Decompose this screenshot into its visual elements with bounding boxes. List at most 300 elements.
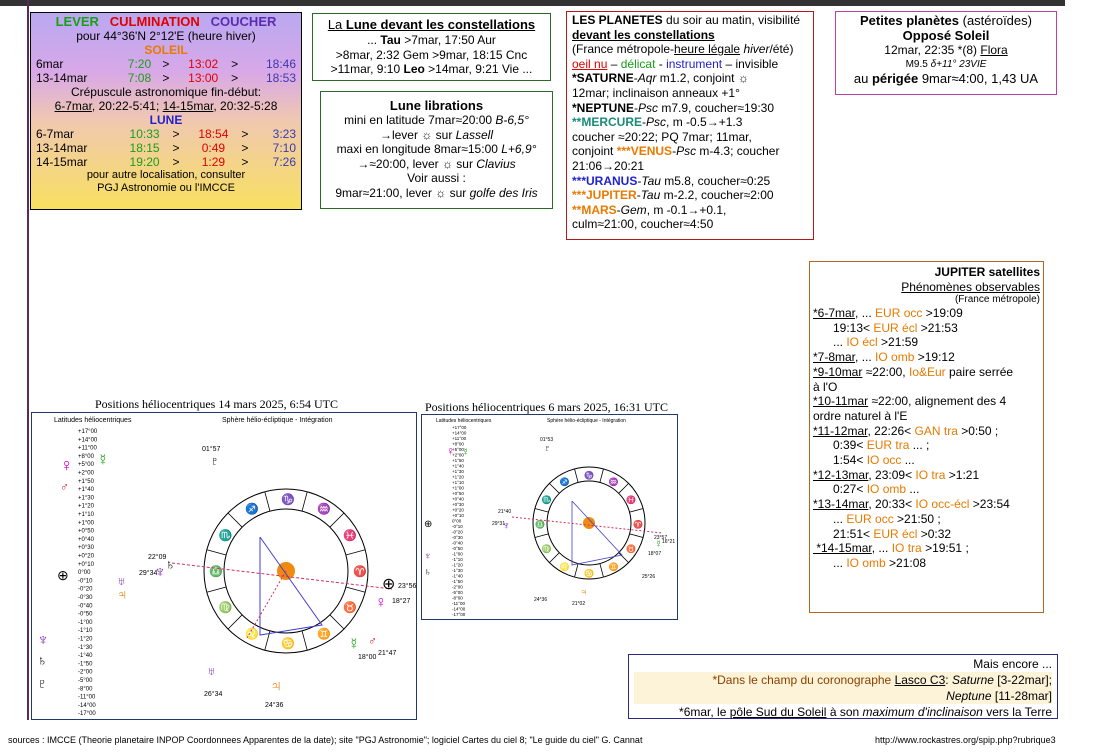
event-text: ordre naturel à l'E <box>813 408 908 423</box>
row-culm: 18:54 <box>198 127 229 141</box>
latitude-tick: -1°20 <box>452 562 463 568</box>
planetes-title <box>572 13 808 28</box>
libr-line <box>324 113 549 128</box>
event-text: 0:27< <box>813 482 867 497</box>
mars-symbol: ♂ <box>60 480 69 494</box>
zodiac-division-line <box>330 513 344 527</box>
asteroides-subtitle: Opposé Soleil <box>902 28 990 43</box>
event-text: >19:51 ; <box>921 541 969 556</box>
event-text: >0:50 ; <box>957 423 999 438</box>
text: m-2.2, coucher≈2:00 <box>660 188 774 203</box>
text: golfe des Iris <box>469 185 538 200</box>
row-culm: 1:29 <box>201 155 226 169</box>
text: Tau <box>380 33 401 47</box>
title-part: La <box>327 17 346 32</box>
latitude-tick: -2°00 <box>452 584 463 590</box>
pluto-symbol: ♇ <box>37 675 48 691</box>
text: - <box>655 56 667 71</box>
row-date: 13-14mar <box>36 141 88 155</box>
ephemeris-box <box>30 12 302 210</box>
event-text: *6-7mar <box>813 306 856 320</box>
text: - <box>672 144 677 159</box>
event-text: *10-11mar <box>813 394 869 409</box>
latitude-tick: +0°50 <box>452 491 464 496</box>
pluto-ring-symbol: ♇ <box>210 454 219 468</box>
jupiter-event-line <box>813 482 1040 497</box>
position-label: 23°56 <box>398 583 417 590</box>
saturn-ring-symbol: ♄ <box>165 556 176 572</box>
zodiac-division-line <box>346 550 365 555</box>
mercury-ring-symbol: ☿ <box>655 539 663 550</box>
event-text: , 20:33< <box>868 497 916 512</box>
event-text: ... <box>813 511 847 526</box>
sphere-title: Sphère hélio-écliptique - Intégration <box>547 418 626 424</box>
zodiac-sign-icon: ♉ <box>626 544 637 554</box>
zodiac-division-line <box>265 492 270 511</box>
text: →lever ☼ sur <box>379 127 456 142</box>
jupiter-event-line <box>813 335 1040 350</box>
zodiac-sign-icon: ♒ <box>317 503 331 516</box>
latitude-tick: +1°40 <box>452 463 464 469</box>
zodiac-division-line <box>575 469 579 483</box>
position-label: 01°57 <box>202 446 221 453</box>
latitude-tick: -0°20 <box>452 529 463 535</box>
text: (France métropole- <box>572 42 675 57</box>
ephem-footer-1: pour autre localisation, consulter <box>86 169 246 181</box>
event-text: GAN tra <box>914 423 958 438</box>
latitude-tick: -8°00 <box>452 595 463 601</box>
top-bar <box>0 0 1065 6</box>
text: Saturne <box>951 673 994 687</box>
latitude-tick: -1°00 <box>78 619 93 626</box>
jupiter-title: JUPITER satellites <box>934 265 1040 279</box>
event-text: EUR tra <box>866 438 910 453</box>
text: ***URANUS <box>572 173 638 188</box>
text: m-4.3; coucher <box>696 144 780 159</box>
libr-line <box>324 142 549 157</box>
zodiac-division-line <box>207 550 226 555</box>
asteroides-title <box>840 13 1052 28</box>
event-text: ... <box>813 555 847 570</box>
event-text: IO tra <box>891 541 922 556</box>
latitude-tick: -1°50 <box>452 579 463 584</box>
text: M9.5 <box>905 58 931 70</box>
latitude-tick: +1°50 <box>452 458 464 463</box>
arrow: > <box>241 127 249 141</box>
librations-box <box>320 91 553 209</box>
jupiter-symbol: ♃ <box>117 586 128 602</box>
event-text: ≈22:00, <box>862 364 909 379</box>
pole-sud-line <box>634 704 1052 720</box>
planetes-legend <box>572 57 808 72</box>
zodiac-division-line <box>619 483 629 493</box>
venus-line <box>572 144 808 159</box>
location: pour 44°36'N 2°12'E (heure hiver) <box>76 29 256 43</box>
event-text: , ... <box>871 541 892 556</box>
latitude-tick: +0°20 <box>452 507 464 513</box>
mars-line-2: culm≈21:00, coucher≈4:50 <box>572 217 714 232</box>
jupiter-ring-symbol: ♃ <box>270 678 282 695</box>
zodiac-division-line <box>535 534 549 538</box>
latitude-tick: -1°40 <box>78 653 93 660</box>
latitude-tick: +2°00 <box>452 452 464 458</box>
latitude-tick: +17°00 <box>78 429 98 435</box>
jupiter-event-line <box>813 424 1040 439</box>
text: heure légale <box>674 42 741 57</box>
latitude-tick: +1°00 <box>78 520 94 527</box>
latitude-tick: -11°00 <box>78 694 96 701</box>
event-text: >23:54 <box>969 497 1010 512</box>
latitude-tick: +8°00 <box>78 453 94 460</box>
arrow: > <box>162 57 170 71</box>
latitude-tick: -0°30 <box>452 535 463 540</box>
latitude-tick: -17°00 <box>78 711 96 718</box>
crep-date: 6-7mar <box>54 99 92 113</box>
zodiac-sign-icon: ♑ <box>281 494 295 506</box>
text: au <box>853 71 872 86</box>
text: mini en latitude 7mar≈20:00 <box>344 113 496 127</box>
event-text: >19:12 <box>914 350 955 365</box>
sphere-title: Sphère hélio-écliptique - Intégration <box>222 417 333 424</box>
text: - <box>637 173 642 188</box>
latitude-tick: +1°20 <box>78 503 94 510</box>
libr-line <box>324 157 549 172</box>
position-label: 23°57 <box>654 535 668 541</box>
latitude-tick: +0°10 <box>452 513 464 518</box>
crep-value: , 20:32-5:28 <box>213 99 278 113</box>
latitude-tick: -1°50 <box>78 661 93 668</box>
pluto-ring-symbol: ♇ <box>544 443 551 453</box>
text: m5.8, coucher≈0:25 <box>660 173 771 188</box>
text: Aqr <box>637 71 657 86</box>
text: 9mar≈21:00, lever ☼ sur <box>335 185 470 200</box>
zodiac-sign-icon: ♑ <box>584 471 594 480</box>
text: *6mar, le <box>679 705 730 719</box>
text: – invisible <box>722 56 779 71</box>
zodiac-sign-icon: ♉ <box>343 602 358 614</box>
event-text: EUR écl <box>873 320 918 335</box>
event-text: , ... <box>855 306 876 320</box>
event-text: ... ; <box>909 438 930 453</box>
footer-url[interactable]: http://www.rockastres.org/spip.php?rubrique3 <box>875 735 1056 745</box>
latitude-tick: -14°00 <box>78 702 96 709</box>
row-culm: 13:00 <box>188 71 219 85</box>
text: du soir au matin, visibilité <box>662 13 801 27</box>
text: **MARS <box>572 202 617 217</box>
text: m7.9, coucher≈19:30 <box>658 100 775 115</box>
row-couch: 3:23 <box>272 127 296 141</box>
lune-const-line-1 <box>317 33 546 48</box>
position-label: 25°26 <box>642 574 656 580</box>
latitude-tick: +1°20 <box>452 474 464 480</box>
arrow: > <box>241 155 249 169</box>
latitude-tick: +0°30 <box>452 502 464 507</box>
jupiter-event-line <box>813 512 1040 527</box>
helio-6-chart <box>421 414 678 620</box>
event-text: EUR écl <box>873 526 918 541</box>
table-row <box>34 155 298 169</box>
zodiac-sign-icon: ♍ <box>218 602 233 614</box>
latitude-tick: -0°10 <box>452 524 463 529</box>
text: Psc <box>646 115 667 130</box>
lasco-line <box>634 672 1052 688</box>
position-label: 18°27 <box>392 598 411 605</box>
event-text: >21:50 ; <box>893 511 941 526</box>
zodiac-sign-icon: ♐ <box>245 503 259 516</box>
zodiac-sign-icon: ♎ <box>209 566 223 578</box>
event-text: IO occ <box>866 453 902 468</box>
librations-title: Lune librations <box>389 98 484 113</box>
sources-footer: sources : IMCCE (Theorie planetaire INPOP Coordonnees Apparentes de la date); site "PGJ Astronomie"; logiciel Cartes du ciel 8; "Le guide du ciel" G. Cannat <box>8 735 643 745</box>
soleil-table <box>34 57 298 85</box>
event-text: IO omb <box>875 350 915 365</box>
event-text: >21:08 <box>885 555 927 570</box>
text: /été) <box>769 42 794 57</box>
ephem-header <box>34 14 298 29</box>
arrow: > <box>172 141 180 155</box>
latitude-tick: +8°00 <box>452 441 464 447</box>
latitude-tick: -1°10 <box>452 557 463 562</box>
lune-const-title <box>317 17 546 33</box>
ast-line <box>840 58 1052 73</box>
neptune-line <box>572 101 808 116</box>
orbit-lines <box>260 537 322 635</box>
table-row <box>34 127 298 141</box>
saturn-symbol: ♄ <box>424 567 432 578</box>
text: à son <box>826 705 863 719</box>
mercury-ring-symbol: ☿ <box>348 636 360 653</box>
asteroides-box <box>835 11 1057 95</box>
jupiter-event-line <box>813 365 1040 380</box>
ephem-footer-2: PGJ Astronomie ou l'IMCCE <box>97 182 235 194</box>
libr-line: Voir aussi : <box>407 171 466 185</box>
position-label: 21°47 <box>378 650 397 657</box>
zodiac-sign-icon: ♈ <box>633 520 643 529</box>
lune-const-line-3 <box>317 62 546 77</box>
jupiter-event-line <box>813 409 1040 424</box>
uranus-symbol: ♅ <box>117 574 126 588</box>
text: Gem <box>620 202 647 217</box>
row-couch: 18:46 <box>265 57 296 71</box>
event-text: Io&Eur <box>908 364 946 379</box>
earth-symbol: ⊕ <box>57 567 69 583</box>
mercury-symbol: ☿ <box>462 447 470 458</box>
libr-line <box>324 128 549 143</box>
event-text: EUR occ <box>846 511 894 526</box>
text: - <box>634 100 639 115</box>
event-text: , ... <box>855 350 876 365</box>
zodiac-division-line <box>302 492 307 511</box>
lune-const-line-2: >8mar, 2:32 Gem >9mar, 18:15 Cnc <box>335 47 528 62</box>
zodiac-sign-icon: ♒ <box>608 477 619 487</box>
earth-ring-symbol: ⊕ <box>382 576 396 593</box>
position-label: 18°07 <box>648 551 662 557</box>
libr-line <box>324 186 549 201</box>
row-culm: 13:02 <box>188 57 219 71</box>
neptune-ring-symbol: ♆ <box>154 564 166 581</box>
event-text: IO écl <box>846 335 878 350</box>
alignment-line <box>245 571 286 641</box>
latitude-tick: -2°00 <box>78 669 93 676</box>
zodiac-division-line <box>302 631 307 650</box>
latitude-tick: +2°00 <box>78 470 94 477</box>
header-lever: LEVER <box>55 14 99 29</box>
text: ***VENUS <box>616 144 673 159</box>
crepuscule-values <box>34 99 298 113</box>
latitude-tick: -1°40 <box>452 573 463 579</box>
event-text: *11-12mar <box>813 423 868 438</box>
arrow: > <box>172 127 180 141</box>
zodiac-division-line <box>575 564 579 578</box>
latitude-tick: +1°30 <box>78 495 94 502</box>
venus-symbol: ♀ <box>446 444 455 458</box>
text: ... <box>367 33 381 47</box>
text: maxi en longitude 8mar≈15:00 <box>336 142 502 156</box>
jupiter-event-line <box>813 438 1040 453</box>
zodiac-sign-icon: ♓ <box>626 495 637 505</box>
event-text: >21:59 <box>877 335 919 350</box>
text: *Dans le champ du coronographe <box>712 673 895 687</box>
event-text: , 23:09< <box>868 467 916 482</box>
title-part: Lune devant les constellations <box>345 17 536 32</box>
zodiac-sign-icon: ♊ <box>608 562 619 572</box>
event-text: >0:32 <box>917 526 952 541</box>
text: >14mar, 9:21 Vie ... <box>424 62 533 76</box>
text: Tau <box>641 173 661 188</box>
event-text: ... <box>813 335 847 350</box>
zodiac-division-line <box>228 615 242 629</box>
text: - <box>636 188 641 203</box>
text: - <box>633 71 638 86</box>
latitude-tick: +0°20 <box>78 553 94 560</box>
text: Lasco C3 <box>894 673 946 687</box>
row-culm: 0:49 <box>201 141 226 155</box>
uranus-ring-symbol: ♅ <box>207 664 216 678</box>
text: L+6,9° <box>501 142 537 156</box>
helio-6-caption: Positions héliocentriques 6 mars 2025, 16:31 UTC <box>425 400 668 414</box>
event-text: ... <box>901 453 915 468</box>
row-date: 6-7mar <box>36 127 75 141</box>
position-label: 21°40 <box>498 509 512 515</box>
legend-instrument: instrument <box>666 56 723 71</box>
zodiac-division-line <box>600 564 604 578</box>
row-lever: 7:20 <box>127 57 152 71</box>
latitude-tick: -5°00 <box>452 590 463 595</box>
latitude-tick: -0°40 <box>452 540 463 546</box>
jupiter-event-line <box>813 527 1040 542</box>
text: →≈20:00, lever ☼ sur <box>357 156 477 171</box>
text: *NEPTUNE <box>572 100 635 115</box>
zodiac-sign-icon: ♓ <box>343 530 358 542</box>
arrow: > <box>231 71 239 85</box>
zodiac-division-line <box>228 513 242 527</box>
text: , m -0.5→+1.3 <box>666 115 743 130</box>
mais-encore-title: Mais encore ... <box>973 657 1052 671</box>
page-margin-line <box>27 0 29 720</box>
mercury-symbol: ☿ <box>97 452 109 469</box>
latitude-tick: +1°10 <box>78 512 94 518</box>
event-text: IO omb <box>846 555 886 570</box>
saturn-symbol: ♄ <box>37 652 48 668</box>
row-date: 6mar <box>36 57 64 71</box>
latitude-tick: -11°00 <box>452 601 465 606</box>
event-text: 0:39< <box>813 438 867 453</box>
zodiac-division-line <box>207 587 226 592</box>
lat-title: Latitudes héliocentriques <box>436 418 492 424</box>
latitude-tick: +1°50 <box>78 478 94 485</box>
jupiter-event-line <box>813 541 1040 556</box>
row-date: 13-14mar <box>36 71 88 85</box>
zodiac-division-line <box>630 534 644 538</box>
latitude-tick: -0°40 <box>78 603 93 610</box>
latitude-tick: +5°00 <box>452 447 464 452</box>
planetes-subtitle: devant les constellations <box>572 27 715 42</box>
text: - <box>642 115 647 130</box>
latitude-tick: +1°10 <box>452 480 464 485</box>
zodiac-division-line <box>535 509 549 513</box>
jupiter-event-line <box>813 394 1040 409</box>
mais-encore-box <box>628 654 1058 719</box>
text: *SATURNE <box>572 71 634 86</box>
text: 9mar≈4:00, 1,43 UA <box>918 71 1039 86</box>
text: - <box>616 202 621 217</box>
mars-line <box>572 203 808 218</box>
text: Leo <box>403 62 425 76</box>
latitude-tick: -17°00 <box>452 612 466 617</box>
text: Psc <box>638 100 659 115</box>
latitude-tick: -0°50 <box>78 611 93 618</box>
crepuscule-title: Crépuscule astronomique fin-début: <box>70 85 262 99</box>
saturne-line-2: 12mar; inclinaison anneaux +1° <box>572 85 740 100</box>
text: LES PLANETES <box>572 13 663 27</box>
position-label: 24°36 <box>265 702 284 709</box>
row-couch: 7:26 <box>272 155 296 169</box>
text: Psc <box>676 144 697 159</box>
row-lever: 10:33 <box>129 127 160 141</box>
helio-14-chart <box>31 412 417 720</box>
arrow: > <box>162 71 170 85</box>
saturne-line <box>572 71 808 86</box>
jupiter-satellites-box <box>809 261 1044 613</box>
text: conjoint <box>572 144 617 159</box>
arrow: > <box>241 141 249 155</box>
header-culmination: CULMINATION <box>109 14 200 29</box>
orbit-lines <box>572 501 622 565</box>
zodiac-sign-icon: ♎ <box>535 520 545 529</box>
latitude-tick: +14°00 <box>78 437 98 444</box>
venus-symbol: ♀ <box>60 455 74 475</box>
jupiter-line <box>572 188 808 203</box>
row-date: 14-15mar <box>36 155 88 169</box>
jupiter-event-line <box>813 350 1040 365</box>
text: : <box>945 673 952 687</box>
ast-line <box>840 43 1052 58</box>
latitude-tick: +11°00 <box>452 436 467 441</box>
text: pôle Sud du Soleil <box>729 705 827 719</box>
row-couch: 7:10 <box>272 141 296 155</box>
text: maximum d'inclinaison <box>862 705 983 719</box>
text: vers la Terre <box>982 705 1052 719</box>
jupiter-event-line <box>813 497 1040 512</box>
text: 12mar, 22:35 *(8) <box>884 43 981 57</box>
position-label: 26°34 <box>204 691 223 698</box>
position-label: 18°00 <box>358 654 377 661</box>
lune-table <box>34 127 298 169</box>
text: Tau <box>640 188 661 203</box>
text: δ+11° 23VIE <box>930 58 987 70</box>
event-text: , 22:26< <box>867 423 915 438</box>
latitude-tick: -0°30 <box>78 595 93 601</box>
